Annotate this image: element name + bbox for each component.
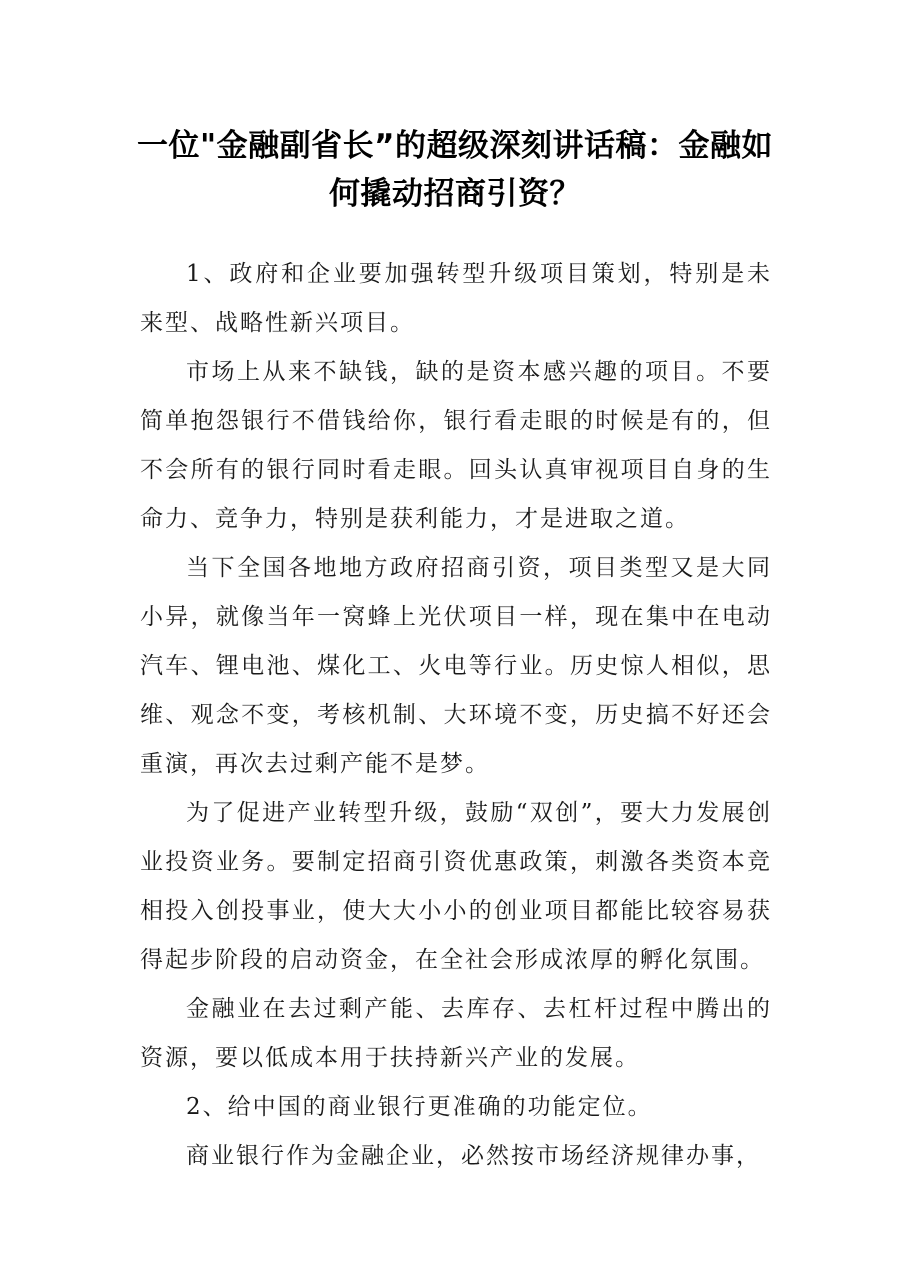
paragraph: 市场上从来不缺钱，缺的是资本感兴趣的项目。不要简单抱怨银行不借钱给你，银行看走眼的时候是有的，但不会所有的银行同时看走眼。回头认真审视项目自身的生命力、竞争力，特别是获利能力，才是进取之道。 [140, 359, 772, 532]
paragraph: 商业银行作为金融企业，必然按市场经济规律办事， [186, 1143, 761, 1169]
paragraph: 为了促进产业转型升级，鼓励“双创”，要大力发展创业投资业务。要制定招商引资优惠政策，刺激各类资本竞相投入创投事业，使大大小小的创业项目都能比较容易获得起步阶段的启动资金，在全社会形成浓厚的孵化氛围。 [140, 800, 772, 973]
paragraph: 当下全国各地地方政府招商引资，项目类型又是大同小异，就像当年一窝蜂上光伏项目一样，现在集中在电动汽车、锂电池、煤化工、火电等行业。历史惊人相似，思维、观念不变，考核机制、大环境不变，历史搞不好还会重演，再次去过剩产能不是梦。 [140, 555, 772, 777]
document-body [140, 250, 772, 1181]
paragraph: 1、政府和企业要加强转型升级项目策划，特别是未来型、战略性新兴项目。 [140, 261, 772, 336]
document-title: 一位"金融副省长”的超级深刻讲话稿：金融如何撬动招商引资？ [136, 128, 774, 212]
paragraph: 2、给中国的商业银行更准确的功能定位。 [186, 1094, 653, 1120]
paragraph: 金融业在去过剩产能、去库存、去杠杆过程中腾出的资源，要以低成本用于扶持新兴产业的发展。 [140, 996, 772, 1071]
